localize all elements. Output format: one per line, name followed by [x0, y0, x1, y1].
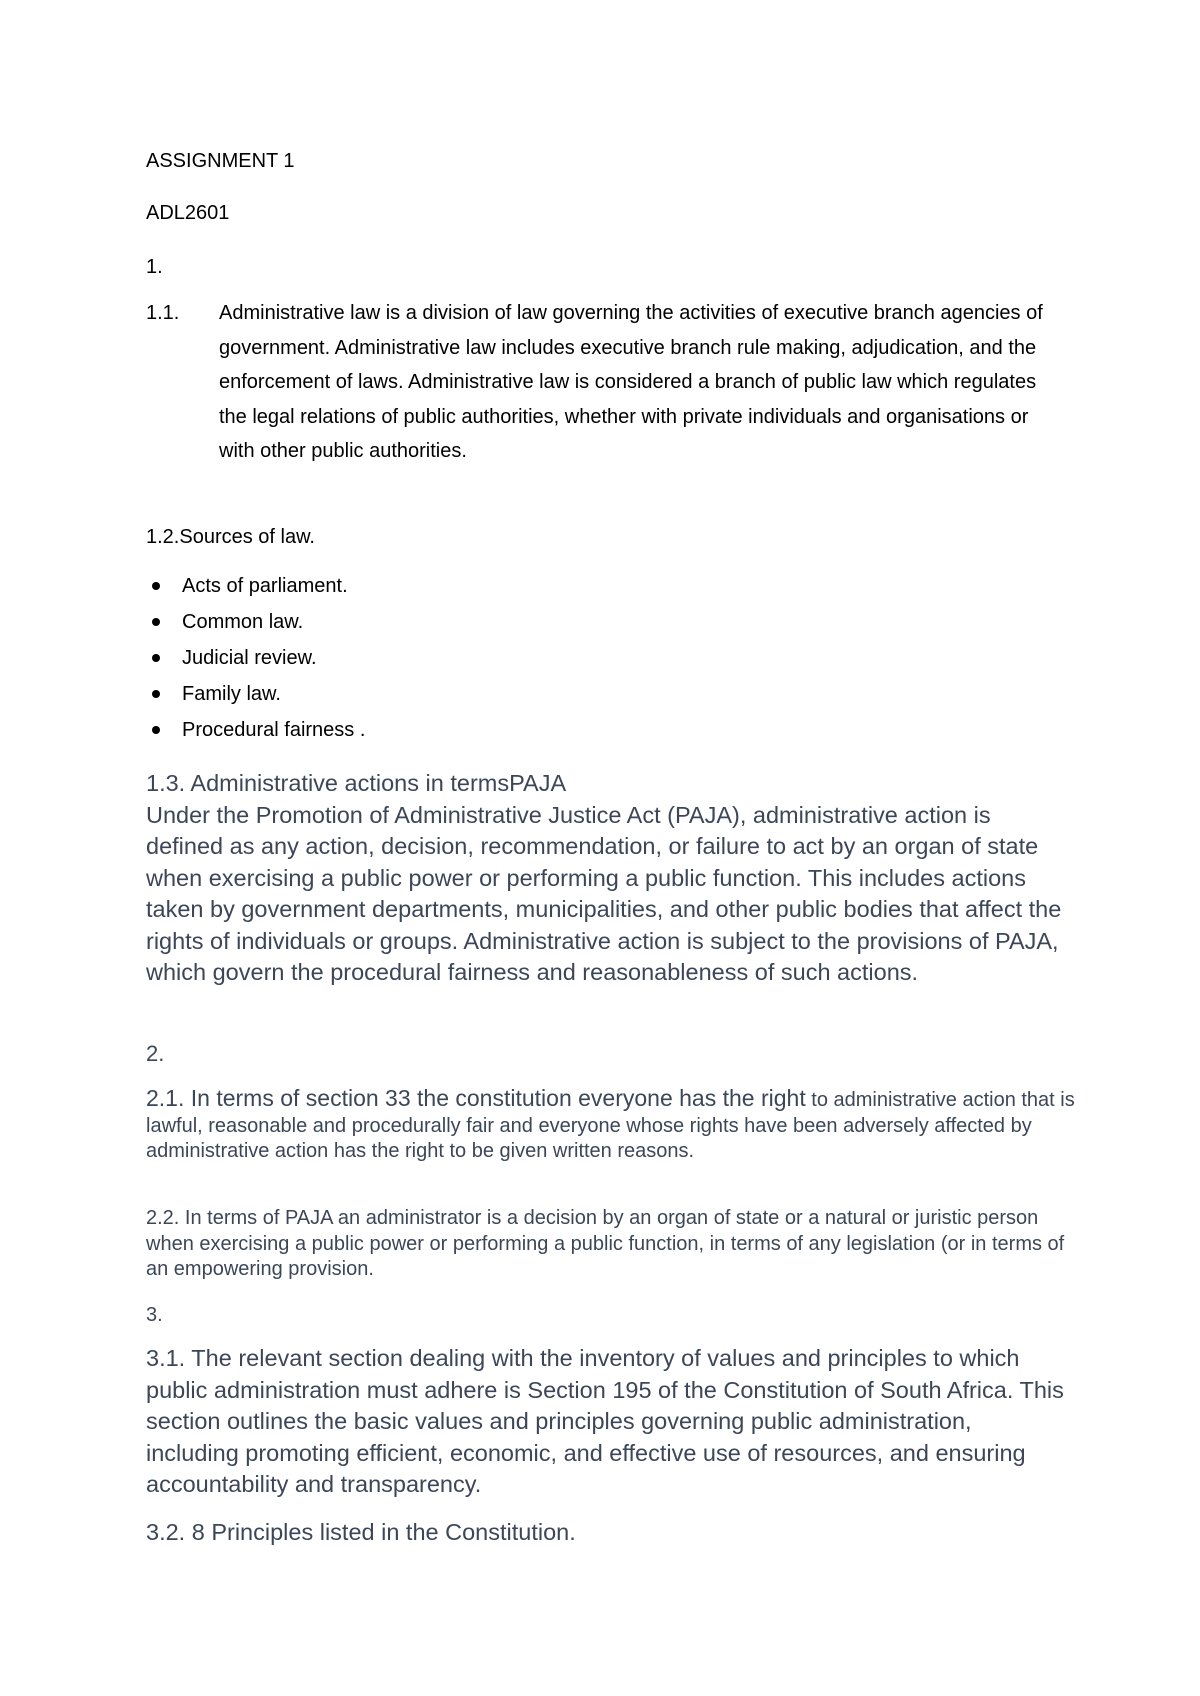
bullet-icon [152, 654, 160, 662]
list-item: Family law. [146, 676, 365, 712]
section-2-2: 2.2. In terms of PAJA an administrator is a decision by an organ of state or a natural or juristic person when exercising a public power or performing a public function, in terms of any legislation (or in terms of an empowering provision. [146, 1207, 1065, 1280]
list-item: Procedural fairness . [146, 712, 365, 748]
section-2-1 [146, 1086, 1076, 1165]
question-3-number: 3. [146, 1304, 163, 1326]
section-2-1-lead: 2.1. In terms of section 33 the constitution everyone has the right [146, 1085, 806, 1111]
question-2-number: 2. [146, 1041, 165, 1066]
question-1-number: 1. [146, 256, 163, 278]
sources-of-law-list [146, 568, 365, 748]
section-1-3-heading: 1.3. Administrative actions in termsPAJA [146, 770, 567, 796]
section-2-1-rest: to administrative action that is lawful, reasonable and procedurally fair and everyone whose rights have been adversely affected by administrative action has the right to be given written reasons. [146, 1089, 1075, 1162]
section-1-2-heading: 1.2.Sources of law. [146, 526, 315, 548]
list-item: Judicial review. [146, 640, 365, 676]
bullet-icon [152, 690, 160, 698]
assignment-title: ASSIGNMENT 1 [146, 150, 295, 172]
list-item: Common law. [146, 604, 365, 640]
bullet-icon [152, 582, 160, 590]
section-1-3-text: Under the Promotion of Administrative Justice Act (PAJA), administrative action is defined as any action, decision, recommendation, or failure to act by an organ of state when exercising a public power or performing a public function. This includes actions taken by government departments, municipalities, and other public bodies that affect the rights of individuals or groups. Administrative action is subject to the provisions of PAJA, which govern the procedural fairness and reasonableness of such actions. [146, 801, 1062, 985]
section-1-1-text: Administrative law is a division of law governing the activities of executive branch agencies of government. Administrative law includes executive branch rule making, adjudication, and the enforcement of laws. Administrative law is considered a branch of public law which regulates the legal relations of public authorities, whether with private individuals and organisations or with other public authorities. [219, 302, 1043, 462]
section-3-1: 3.1. The relevant section dealing with the inventory of values and principles to which public administration must adhere is Section 195 of the Constitution of South Africa. This section outlines the basic values and principles governing public administration, including promoting efficient, economic, and effective use of resources, and ensuring accountability and transparency. [146, 1345, 1064, 1497]
section-1-1-number: 1.1. [146, 302, 180, 324]
bullet-icon [152, 618, 160, 626]
course-code: ADL2601 [146, 202, 230, 224]
section-3-2: 3.2. 8 Principles listed in the Constitution. [146, 1519, 576, 1545]
list-item: Acts of parliament. [146, 568, 365, 604]
bullet-icon [152, 726, 160, 734]
section-1-3 [146, 768, 1066, 989]
